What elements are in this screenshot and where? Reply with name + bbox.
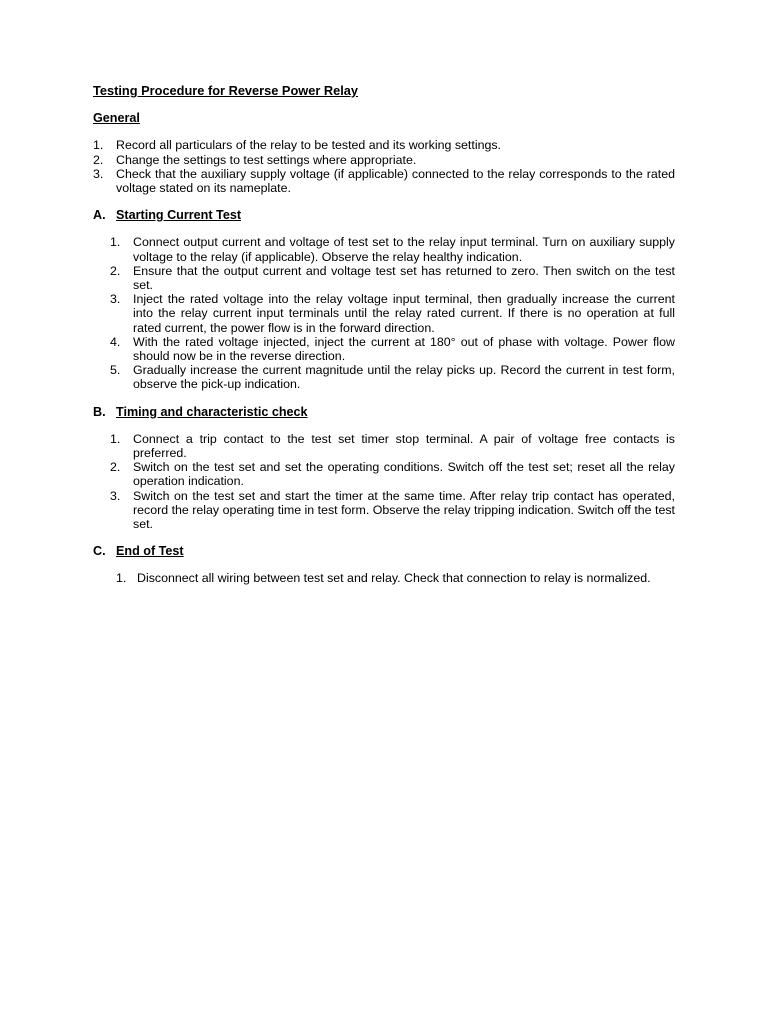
list-item-text: Ensure that the output current and voltage test set has returned to zero. Then switch on the test set. — [133, 263, 675, 293]
list-item — [110, 335, 675, 363]
general-list — [93, 138, 675, 195]
list-item-text: Inject the rated voltage into the relay voltage input terminal, then gradually increase the current into the relay current input terminals until the relay rated current. If there is no operation at full rated current, the power flow is in the forward direction. — [133, 292, 675, 335]
list-item-text: Switch on the test set and set the operating conditions. Switch off the test set; reset all the relay operation indication. — [133, 460, 675, 489]
list-item-number: 3. — [110, 488, 121, 503]
section-timing-check — [93, 405, 675, 532]
list-item — [110, 489, 675, 532]
section-list — [93, 571, 675, 585]
list-item-number: 3. — [93, 166, 104, 181]
general-heading: General — [93, 111, 140, 126]
list-item — [93, 138, 675, 152]
list-item-text: Connect output current and voltage of test set to the relay input terminal. Turn on auxiliary supply voltage to the relay (if applicable). Observe the relay healthy indication. — [133, 235, 675, 264]
list-item-number: 2. — [110, 460, 121, 475]
section-heading — [93, 544, 675, 558]
list-item — [93, 153, 675, 167]
section-title: Timing and characteristic check — [116, 404, 308, 419]
list-item-number: 1. — [116, 571, 127, 586]
document-title: Testing Procedure for Reverse Power Relay — [93, 83, 359, 98]
list-item-text: Gradually increase the current magnitude until the relay picks up. Record the current in test form, observe the pick-up indication. — [133, 363, 675, 392]
section-end-of-test — [93, 544, 675, 585]
document-body — [93, 84, 675, 586]
list-item-number: 2. — [93, 152, 104, 167]
list-item-number: 3. — [110, 292, 121, 307]
list-item-text: Switch on the test set and start the timer at the same time. After relay trip contact has operated, record the relay operating time in test form. Observe the relay tripping indication. Switch off the test set. — [133, 488, 675, 532]
section-letter: A. — [93, 208, 106, 223]
section-title: Starting Current Test — [116, 208, 242, 223]
list-item — [110, 264, 675, 292]
section-letter: B. — [93, 404, 106, 419]
list-item-text: Check that the auxiliary supply voltage (if applicable) connected to the relay corresponds to the rated voltage stated on its nameplate. — [116, 166, 675, 196]
section-starting-current-test — [93, 208, 675, 391]
list-item-number: 2. — [110, 263, 121, 278]
section-heading — [93, 405, 675, 419]
list-item — [116, 571, 675, 585]
list-item-number: 5. — [110, 363, 121, 378]
list-item-text: Record all particulars of the relay to be tested and its working settings. — [116, 138, 501, 153]
list-item — [110, 292, 675, 335]
list-item-number: 1. — [93, 138, 104, 153]
list-item — [93, 167, 675, 195]
list-item — [110, 235, 675, 263]
list-item-text: Change the settings to test settings where appropriate. — [116, 152, 417, 167]
list-item-text: With the rated voltage injected, inject the current at 180° out of phase with voltage. Power flow should now be in the reverse direction. — [133, 334, 675, 364]
section-list — [93, 432, 675, 531]
section-title: End of Test — [116, 544, 184, 559]
list-item-number: 1. — [110, 431, 121, 446]
section-list — [93, 235, 675, 391]
list-item — [110, 460, 675, 488]
section-letter: C. — [93, 544, 106, 559]
section-heading — [93, 208, 675, 222]
list-item — [110, 432, 675, 460]
list-item-text: Connect a trip contact to the test set timer stop terminal. A pair of voltage free contacts is preferred. — [133, 431, 675, 461]
list-item — [110, 363, 675, 391]
list-item-number: 4. — [110, 334, 121, 349]
list-item-number: 1. — [110, 235, 121, 250]
list-item-text: Disconnect all wiring between test set and relay. Check that connection to relay is normalized. — [137, 571, 651, 586]
